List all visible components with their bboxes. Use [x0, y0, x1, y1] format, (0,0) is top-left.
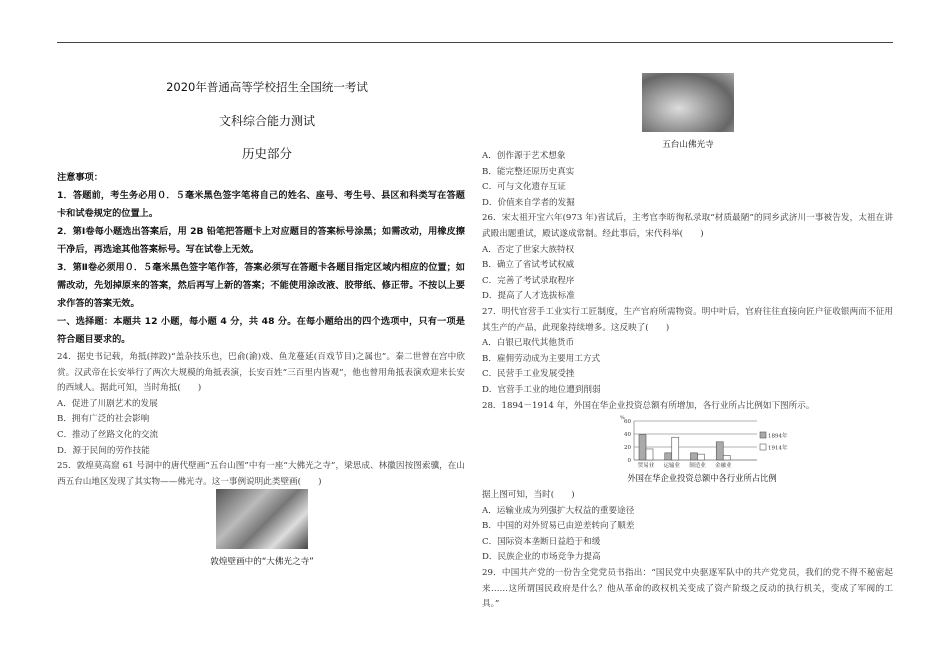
bar-1914年-制造业 — [698, 454, 705, 460]
option-d: D．提高了人才选拔标准 — [482, 291, 575, 302]
investment-chart — [612, 412, 792, 468]
option-d: D．源于民间的劳作技能 — [57, 445, 150, 456]
questions-left — [57, 350, 465, 490]
x-tick-label: 制造业 — [689, 463, 706, 468]
option-a: A．运输业成为列强扩大权益的重要途径 — [482, 505, 635, 516]
bar-1914年-运输业 — [672, 437, 679, 460]
option-b: B．雇佣劳动成为主要用工方式 — [482, 353, 601, 364]
question-24-stem: 24．据史书记载，角抵(摔跤)“盖杂技乐也，巴俞(渝)戏、鱼龙蔓延(百戏节目)之属也”。秦二世曾在宫中欣赏。汉武帝在长安举行了两次大规模的角抵表演，长安百姓“三百里内皆观”，他也曾用角抵表演欢迎来长安的西域人。据此可知，当时角抵( ) — [57, 352, 465, 394]
y-tick-label: 20 — [624, 445, 631, 451]
temple-caption: 五台山佛光寺 — [662, 140, 714, 150]
note-item: 1．答题前，考生务必用０．５毫米黑色签字笔将自己的姓名、座号、考生号、县区和科类写在答题卡和试卷规定的位置上。 — [57, 190, 465, 219]
legend-label: 1914年 — [768, 445, 788, 452]
section-instruction: 一、选择题：本题共 12 小题，每小题 4 分，共 48 分。在每小题给出的四个选项中，只有一项是符合题目要求的。 — [57, 316, 465, 345]
bar-1894年-制造业 — [691, 453, 698, 460]
exam-title: 2020年普通高等学校招生全国统一考试 — [166, 80, 368, 94]
question-28-stem2: 据上图可知，当时( ) — [482, 490, 575, 500]
option-b: B．确立了省试考试权威 — [482, 260, 575, 271]
option-b: B．拥有广泛的社会影响 — [57, 414, 150, 425]
option-d: D．价值来自学者的发掘 — [482, 197, 575, 208]
questions-right-2 — [482, 488, 893, 613]
option-c: C．民营手工业发展受挫 — [482, 369, 575, 380]
notes-heading: 注意事项： — [57, 172, 103, 183]
option-c: C．国际资本垄断日益趋于和缓 — [482, 536, 601, 547]
y-unit-label: % — [620, 415, 625, 421]
question-25-stem: 25．敦煌莫高窟 61 号洞中的唐代壁画“五台山图”中有一座“大佛光之寺”，梁思成、林徽因按图索骥，在山西五台山地区发现了其实物——佛光寺。这一事例说明此类壁画( ) — [57, 461, 465, 487]
y-tick-label: 60 — [624, 419, 631, 425]
bar-1894年-贸易业 — [639, 435, 646, 460]
chart-caption: 外国在华企业投资总额中各行业所占比例 — [627, 473, 777, 483]
option-d: D．官营手工业的地位遭到削弱 — [482, 384, 601, 395]
mural-image — [216, 489, 308, 549]
bar-1894年-金融业 — [716, 442, 723, 460]
questions-right — [482, 149, 893, 414]
bar-1914年-金融业 — [723, 455, 730, 460]
temple-image — [642, 73, 734, 132]
mural-figure — [200, 489, 324, 567]
question-29-stem: 29．中国共产党的一份告全党党员书指出：“国民党中央驱逐军队中的共产党党员，我们的党不得不秘密起来……这所谓国民政府是什么？他从革命的政权机关变成了资产阶级之反动的执行机关，变成了军阀的工具。” — [482, 567, 893, 610]
x-tick-label: 运输业 — [663, 463, 681, 468]
header-rule — [57, 42, 893, 43]
temple-figure — [620, 73, 756, 150]
option-a: A．创作源于艺术想象 — [482, 151, 566, 161]
option-c: C．推动了丝路文化的交流 — [57, 429, 159, 440]
question-28-stem: 28．1894－1914 年，外国在华企业投资总额有所增加，各行业所占比例如下图所示。 — [482, 400, 815, 411]
notes-section — [57, 169, 465, 349]
option-d: D．民族企业的市场竞争力提高 — [482, 552, 601, 563]
y-tick-label: 40 — [624, 432, 631, 438]
legend-swatch — [760, 432, 766, 438]
option-a: A．促进了川剧艺术的发展 — [57, 398, 158, 409]
legend-label: 1894年 — [768, 433, 788, 440]
option-c: C．完善了考试录取程序 — [482, 275, 575, 286]
bar-1894年-运输业 — [665, 453, 672, 460]
option-c: C．可与文化遗存互证 — [482, 182, 566, 193]
x-tick-label: 金融业 — [714, 463, 732, 468]
option-b: B．中国的对外贸易已由逆差转向了顺差 — [482, 521, 635, 532]
option-a: A．否定了世家大族特权 — [482, 244, 575, 255]
option-a: A．白银已取代其他货币 — [482, 338, 575, 349]
note-item: 3．第Ⅱ卷必须用０．５毫米黑色签字笔作答，答案必须写在答题卡各题目指定区域内相应的位置；如需改动，先划掉原来的答案，然后再写上新的答案；不能使用涂改液、胶带纸、修正带。不按以上要求作答的答案无效。 — [57, 262, 465, 309]
option-b: B．能完整还原历史真实 — [482, 166, 575, 177]
exam-subtitle: 文科综合能力测试 — [218, 114, 315, 128]
question-27-stem: 27．明代官营手工业实行工匠制度，生产官府所需物资。明中叶后，官府往往直接向匠户征收银两而不征用其生产的产品，此现象持续增多。这反映了( ) — [482, 306, 893, 333]
y-tick-label: 0 — [627, 458, 631, 464]
bar-1914年-贸易业 — [646, 449, 653, 460]
section-title: 历史部分 — [241, 146, 292, 161]
x-tick-label: 贸易业 — [637, 463, 655, 468]
legend-swatch — [760, 444, 766, 450]
mural-caption: 敦煌壁画中的“大佛光之寺” — [210, 557, 314, 567]
note-item: 2．第Ⅰ卷每小题选出答案后，用 2B 铅笔把答题卡上对应题目的答案标号涂黑；如需改动，用橡皮擦干净后，再选途其他答案标号。写在试卷上无效。 — [57, 226, 465, 255]
question-26-stem: 26．宋太祖开宝六年(973 年)省试后，主考官李昉徇私录取“材质最陋”的同乡武济川一事被告发，太祖在讲武殿出题重试，殿试遂成常制。经此事后，宋代科举( ) — [482, 213, 893, 239]
